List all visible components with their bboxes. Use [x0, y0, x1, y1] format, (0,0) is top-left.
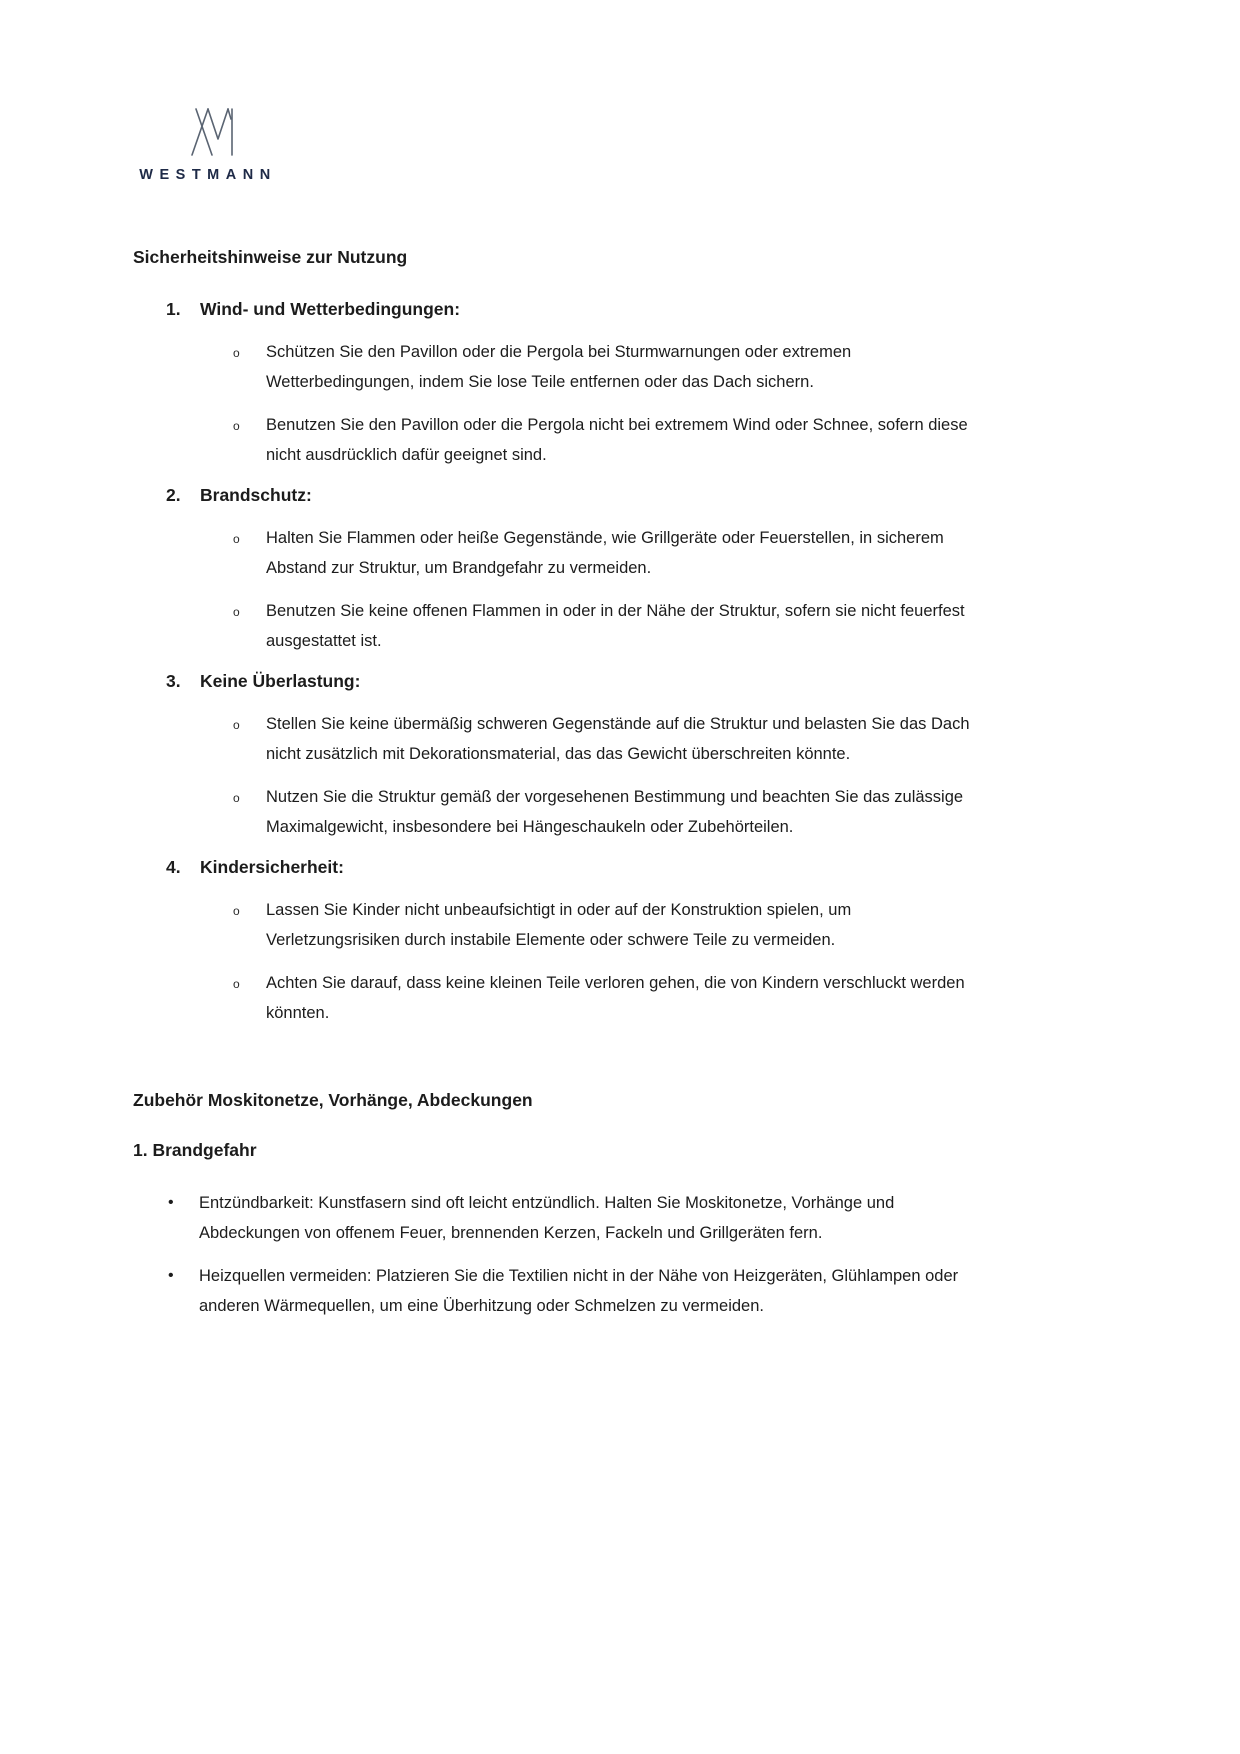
- safety-item-heading: [166, 855, 990, 879]
- safety-item-wind: [133, 297, 990, 470]
- list-item-text: Benutzen Sie den Pavillon oder die Pergola nicht bei extremem Wind oder Schnee, sofern diese nicht ausdrücklich dafür geeignet sind.: [266, 416, 968, 464]
- disc-bullet-marker: •: [168, 1267, 174, 1284]
- list-item: [168, 1188, 990, 1248]
- wm-monogram-icon: [190, 106, 238, 163]
- list-item: [168, 1261, 990, 1321]
- circle-bullet-marker: o: [233, 605, 240, 619]
- brand-wordmark: WESTMANN: [139, 167, 277, 183]
- item-number: 1.: [166, 299, 181, 319]
- list-item: [233, 968, 990, 1028]
- list-item: [233, 782, 990, 842]
- list-item: [233, 337, 990, 397]
- safety-item-heading: [166, 669, 990, 693]
- circle-bullet-marker: o: [233, 977, 240, 991]
- safety-item-heading: [166, 483, 990, 507]
- list-item-text: Achten Sie darauf, dass keine kleinen Teile verloren gehen, die von Kindern verschluckt werden könnten.: [266, 974, 965, 1022]
- safety-item-heading: [166, 297, 990, 321]
- list-item-text: Benutzen Sie keine offenen Flammen in oder in der Nähe der Struktur, sofern sie nicht feuerfest ausgestattet ist.: [266, 602, 965, 650]
- circle-bullet-marker: o: [233, 532, 240, 546]
- list-item: [233, 709, 990, 769]
- circle-bullet-marker: o: [233, 718, 240, 732]
- safety-item-fire: [133, 483, 990, 656]
- safety-item-overload: [133, 669, 990, 842]
- list-item-text: Schützen Sie den Pavillon oder die Pergola bei Sturmwarnungen oder extremen Wetterbedingungen, indem Sie lose Teile entfernen oder das Dach sichern.: [266, 343, 852, 391]
- disc-bullet-marker: •: [168, 1194, 174, 1211]
- list-item-text: Stellen Sie keine übermäßig schweren Gegenstände auf die Struktur und belasten Sie das Dach nicht zusätzlich mit Dekorationsmaterial, das das Gewicht überschreiten könnte.: [266, 715, 970, 763]
- accessories-section-title: Zubehör Moskitonetze, Vorhänge, Abdeckungen: [133, 1090, 533, 1110]
- safety-item-children: [133, 855, 990, 1028]
- item-label: Kindersicherheit:: [200, 857, 344, 877]
- list-item: [233, 523, 990, 583]
- brand-logo: [133, 106, 283, 183]
- circle-bullet-marker: o: [233, 904, 240, 918]
- list-item: [233, 895, 990, 955]
- item-number: 2.: [166, 485, 181, 505]
- list-item-text: Lassen Sie Kinder nicht unbeaufsichtigt in oder auf der Konstruktion spielen, um Verletzungsrisiken durch instabile Elemente oder schwere Teile zu vermeiden.: [266, 901, 852, 949]
- safety-section-title: Sicherheitshinweise zur Nutzung: [133, 247, 408, 267]
- list-item-text: Entzündbarkeit: Kunstfasern sind oft leicht entzündlich. Halten Sie Moskitonetze, Vorhänge und Abdeckungen von offenem Feuer, brennenden Kerzen, Fackeln und Grillgeräten fern.: [199, 1194, 895, 1242]
- item-number: 3.: [166, 671, 181, 691]
- list-item-text: Nutzen Sie die Struktur gemäß der vorgesehenen Bestimmung und beachten Sie das zulässige Maximalgewicht, insbesondere bei Hängeschaukeln oder Zubehörteilen.: [266, 788, 964, 836]
- list-item: [233, 410, 990, 470]
- item-label: Brandschutz:: [200, 485, 312, 505]
- item-label: Wind- und Wetterbedingungen:: [200, 299, 461, 319]
- list-item: [233, 596, 990, 656]
- circle-bullet-marker: o: [233, 346, 240, 360]
- list-item-text: Heizquellen vermeiden: Platzieren Sie die Textilien nicht in der Nähe von Heizgeräten, Glühlampen oder anderen Wärmequellen, um eine Überhitzung oder Schmelzen zu vermeiden.: [199, 1267, 959, 1315]
- item-label: Keine Überlastung:: [200, 671, 361, 691]
- circle-bullet-marker: o: [233, 791, 240, 805]
- item-number: 4.: [166, 857, 181, 877]
- circle-bullet-marker: o: [233, 419, 240, 433]
- accessories-subsection-title: 1. Brandgefahr: [133, 1140, 257, 1160]
- list-item-text: Halten Sie Flammen oder heiße Gegenstände, wie Grillgeräte oder Feuerstellen, in sicherem Abstand zur Struktur, um Brandgefahr zu vermeiden.: [266, 529, 944, 577]
